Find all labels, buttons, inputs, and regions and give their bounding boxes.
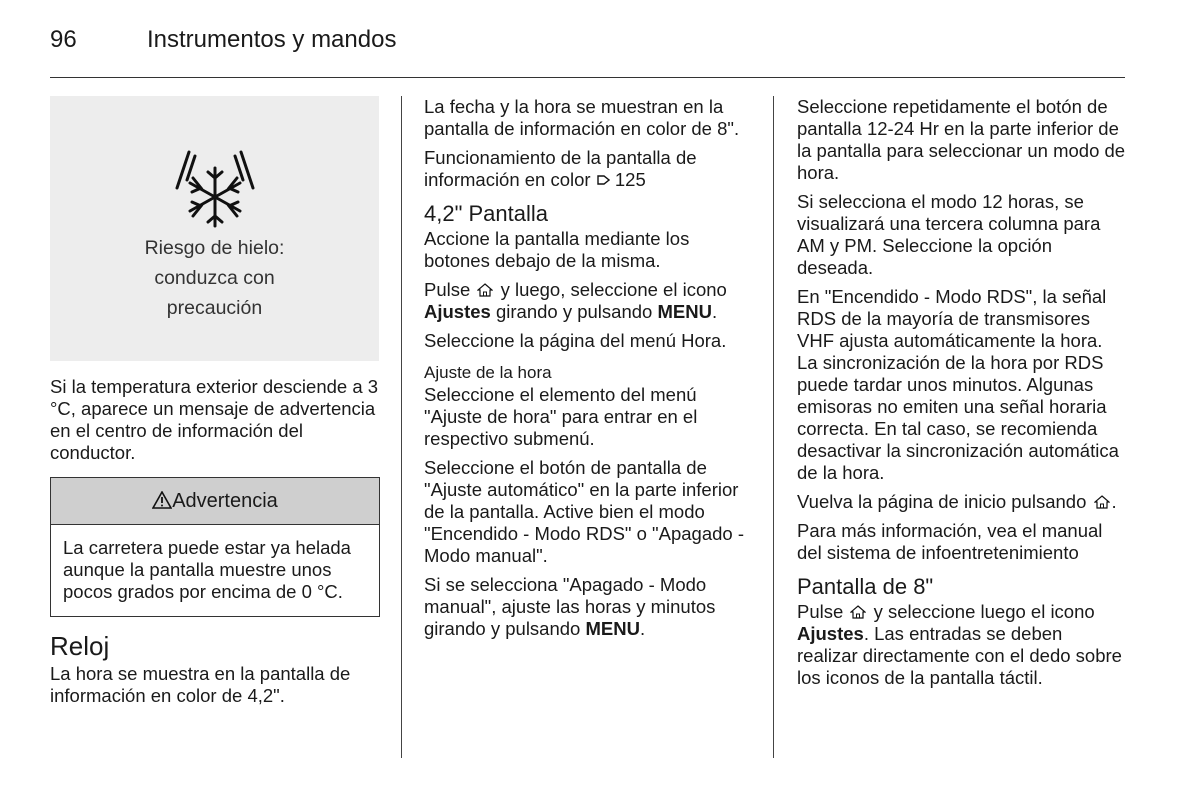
paragraph: En "Encendido - Modo RDS", la señal RDS de la mayoría de transmisores VHF ajusta automáticamente la hora. La sincronización de la hora por RDS puede tardar unos minutos. Algunas emisoras no emiten una señal horaria correcta. En tal caso, se recomienda desactivar la sincronización automática de la hora. [797, 286, 1119, 483]
ice-warning-text: Riesgo de hielo: conduzca con precaución [144, 237, 285, 319]
paragraph: Funcionamiento de la pantalla de información en color 125 [424, 147, 697, 190]
page-number: 96 [50, 26, 77, 53]
reference-arrow-icon [596, 173, 610, 187]
paragraph: Si la temperatura exterior desciende a 3 °C, aparece un mensaje de advertencia en el centro de información del conductor. [50, 376, 379, 463]
warning-header [51, 478, 379, 525]
page-reference[interactable]: 125 [614, 169, 646, 190]
paragraph: La hora se muestra en la pantalla de información en color de 4,2". [50, 663, 351, 706]
paragraph: Seleccione el botón de pantalla de "Ajuste automático" en la parte inferior de la pantalla. Active bien el modo "Encendido - Modo RDS" o "Apagado - Modo manual". [424, 457, 744, 566]
column-2 [424, 96, 754, 647]
paragraph: Seleccione la página del menú Hora. [424, 330, 727, 351]
warning-title: Advertencia [172, 490, 278, 512]
ice-warning-icon [175, 148, 255, 228]
column-1 [50, 96, 380, 714]
paragraph: Pulse y luego, seleccione el icono Ajustes girando y pulsando MENU. [424, 279, 727, 322]
column-divider [773, 96, 774, 758]
paragraph: Si se selecciona "Apagado - Modo manual", ajuste las horas y minutos girando y pulsando MENU. [424, 574, 716, 639]
paragraph: Seleccione el elemento del menú "Ajuste de hora" para entrar en el respectivo submenú. [424, 384, 698, 449]
paragraph: Si selecciona el modo 12 horas, se visualizará una tercera columna para AM y PM. Seleccione la opción deseada. [797, 191, 1101, 278]
warning-text: La carretera puede estar ya helada aunque la pantalla muestre unos pocos grados por encima de 0 °C. [63, 537, 351, 602]
paragraph: Para más información, vea el manual del sistema de infoentretenimiento [797, 520, 1103, 563]
column-divider [401, 96, 402, 758]
warning-triangle-icon [152, 491, 172, 509]
paragraph: Seleccione repetidamente el botón de pantalla 12-24 Hr en la parte inferior de la pantalla para seleccionar un modo de hora. [797, 96, 1126, 183]
home-icon [850, 605, 866, 619]
section-heading: 4,2" Pantalla [424, 201, 549, 226]
home-icon [477, 283, 493, 297]
sub-heading: Ajuste de la hora [424, 363, 552, 382]
warning-box [50, 477, 380, 617]
paragraph: Vuelva la página de inicio pulsando . [797, 491, 1117, 512]
chapter-title: Instrumentos y mandos [147, 26, 397, 53]
paragraph: Pulse y seleccione luego el icono Ajustes. Las entradas se deben realizar directamente con el dedo sobre los iconos de la pantalla táctil. [797, 601, 1122, 688]
home-icon [1094, 495, 1110, 509]
column-3 [797, 96, 1127, 696]
paragraph: Accione la pantalla mediante los botones debajo de la misma. [424, 228, 690, 271]
page-header [50, 26, 1125, 78]
section-heading: Reloj [50, 631, 110, 661]
section-heading: Pantalla de 8" [797, 574, 934, 599]
paragraph: La fecha y la hora se muestran en la pantalla de información en color de 8". [424, 96, 740, 139]
ice-warning-illustration [50, 96, 379, 361]
